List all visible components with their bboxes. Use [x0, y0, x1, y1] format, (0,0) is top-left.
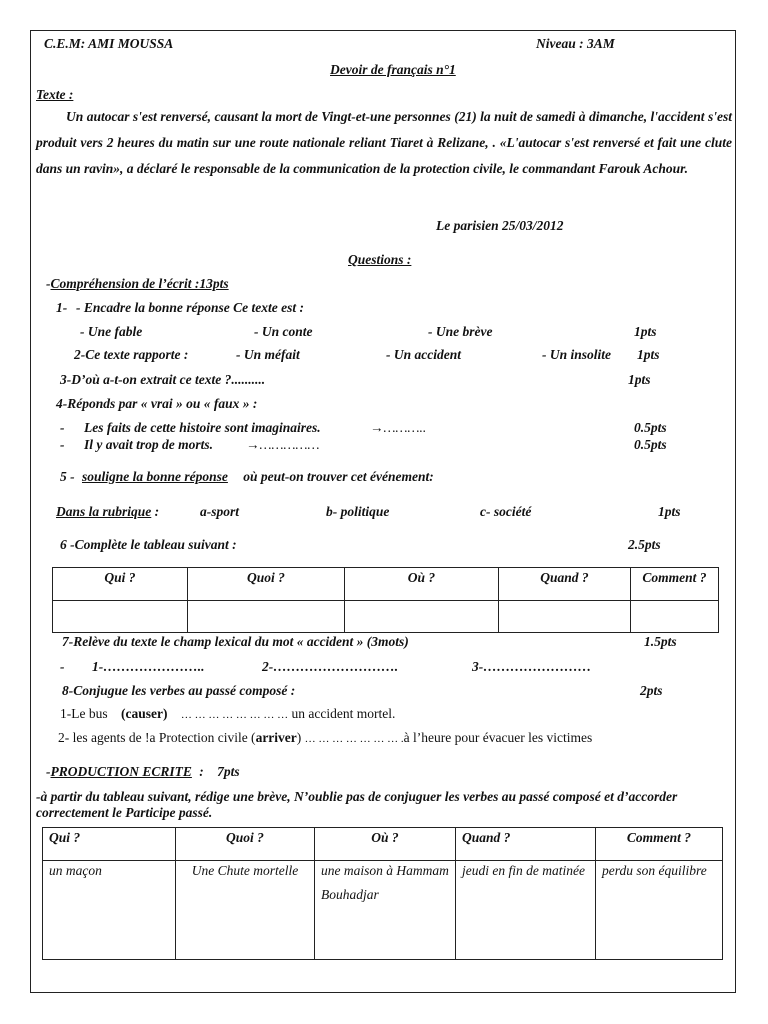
q6-header-comment: Comment ?	[631, 568, 719, 601]
q3-points: 1pts	[628, 372, 651, 387]
q7-blank-3: 3-……………………	[472, 659, 592, 674]
prod-cell-qui: un maçon	[43, 861, 176, 960]
production-instruction: -à partir du tableau suivant, rédige une brève, N’oublie pas de conjuguer les verbes au passé composé et d’accorder correctement le Participe passé.	[36, 789, 678, 820]
q7-dash: -	[60, 659, 65, 674]
text-source: Le parisien 25/03/2012	[436, 218, 564, 233]
q4-item-1: Les faits de cette histoire sont imaginaires.	[84, 420, 321, 435]
prod-cell-ou-line2: Bouhadjar	[321, 887, 379, 902]
q5-number: 5 -	[60, 469, 75, 484]
q1-option-conte: - Un conte	[254, 324, 313, 339]
q8-line1-end: un accident mortel.	[291, 706, 396, 721]
q5-option-politique: b- politique	[326, 504, 390, 519]
q6-points: 2.5pts	[628, 537, 661, 552]
q4-answer-1: →………..	[370, 420, 427, 435]
q1-points: 1pts	[634, 324, 657, 339]
prod-cell-comment: perdu son équilibre	[596, 861, 723, 960]
q5-option-sport: a-sport	[200, 504, 240, 519]
q1-text: - Encadre la bonne réponse Ce texte est :	[76, 300, 304, 315]
production-table	[42, 827, 723, 960]
q4-points-2: 0.5pts	[634, 437, 667, 452]
prod-cell-quoi: Une Chute mortelle	[176, 861, 315, 960]
q2-option-accident: - Un accident	[386, 347, 461, 362]
prod-header-ou: Où ?	[315, 828, 456, 861]
q8-line2-mid: )	[296, 730, 302, 745]
prod-header-quand: Quand ?	[456, 828, 596, 861]
q8-text: 8-Conjugue les verbes au passé composé :	[62, 683, 296, 698]
q6-answer-cell[interactable]	[631, 601, 719, 633]
text-paragraph: Un autocar s'est renversé, causant la mort de Vingt-et-une personnes (21) la nuit de samedi à dimanche, l'accident s'est produit vers 2 heures du matin sur une route nationale reliant Tiaret à Relizane, . «L'autocar s'est renversé et fait une clute dans un ravin», a déclaré le responsable de la communication de la protection civile, le commandant Farouk Achour.	[36, 109, 732, 176]
q2-option-mefait: - Un méfait	[236, 347, 300, 362]
q6-answer-cell[interactable]	[188, 601, 345, 633]
q1-option-breve: - Une brève	[428, 324, 493, 339]
production-label: PRODUCTION ECRITE	[50, 764, 192, 779]
q8-line2-verb: arriver	[255, 730, 297, 745]
q4-text: 4-Réponds par « vrai » ou « faux » :	[56, 396, 258, 411]
q6-answer-cell[interactable]	[345, 601, 499, 633]
comprehension-label: Compréhension de l’écrit :13pts	[50, 276, 229, 291]
q3-text: 3-D’où a-t-on extrait ce texte ?..........	[60, 372, 266, 387]
q6-header-quoi: Quoi ?	[188, 568, 345, 601]
prod-cell-ou	[315, 861, 456, 960]
q5-rest: où peut-on trouver cet événement:	[243, 469, 434, 484]
prod-cell-quand: jeudi en fin de matinée	[456, 861, 596, 960]
q6-answer-cell[interactable]	[53, 601, 188, 633]
q2-option-insolite: - Un insolite	[542, 347, 612, 362]
q8-line2-end: à l’heure pour évacuer les victimes	[403, 730, 593, 745]
q6-header-qui: Qui ?	[53, 568, 188, 601]
prod-header-qui: Qui ?	[43, 828, 176, 861]
q5-option-societe: c- société	[480, 504, 532, 519]
q1-option-fable: - Une fable	[80, 324, 143, 339]
prod-cell-ou-line1: une maison à Hammam	[321, 863, 449, 878]
production-points: 7pts	[217, 764, 240, 779]
prod-header-quoi: Quoi ?	[176, 828, 315, 861]
q8-line1-dots: … … … … … … … …	[180, 709, 289, 721]
text-label: Texte :	[36, 87, 74, 102]
q4-item-2: Il y avait trop de morts.	[84, 437, 213, 452]
q6-header-quand: Quand ?	[499, 568, 631, 601]
q5-rubrique-label: Dans la rubrique	[56, 504, 152, 519]
q8-line2-dots: … … … … … … … .	[304, 733, 404, 745]
q8-line1-start: 1-Le bus	[60, 706, 108, 721]
q6-header-ou: Où ?	[345, 568, 499, 601]
q7-blank-1: 1-…………………..	[92, 659, 205, 674]
production-colon: :	[199, 764, 204, 779]
q4-bullet: -	[60, 437, 65, 452]
prod-header-comment: Comment ?	[596, 828, 723, 861]
q4-points-1: 0.5pts	[634, 420, 667, 435]
q1-number: 1-	[56, 300, 68, 315]
assignment-title: Devoir de français n°1	[330, 62, 456, 77]
q2-text: 2-Ce texte rapporte :	[74, 347, 189, 362]
q8-line2-start: 2- les agents de !a Protection civile (	[58, 730, 256, 745]
q4-bullet: -	[60, 420, 65, 435]
q8-points: 2pts	[640, 683, 663, 698]
q5-underlined: souligne la bonne réponse	[82, 469, 228, 484]
q6-answer-cell[interactable]	[499, 601, 631, 633]
questions-title: Questions :	[348, 252, 412, 267]
school-name: C.E.M: AMI MOUSSA	[44, 36, 174, 51]
q7-blank-2: 2-……………………….	[262, 659, 399, 674]
q2-points: 1pts	[637, 347, 660, 362]
q4-answer-2: →……………	[246, 437, 320, 452]
q6-table	[52, 567, 719, 633]
q5-points: 1pts	[658, 504, 681, 519]
q6-text: 6 -Complète le tableau suivant :	[60, 537, 237, 552]
q7-points: 1.5pts	[644, 634, 677, 649]
q7-text: 7-Relève du texte le champ lexical du mot « accident » (3mots)	[62, 634, 409, 649]
q5-colon: :	[154, 504, 160, 519]
q8-line1-verb: (causer)	[121, 706, 168, 721]
level-label: Niveau : 3AM	[536, 36, 615, 51]
